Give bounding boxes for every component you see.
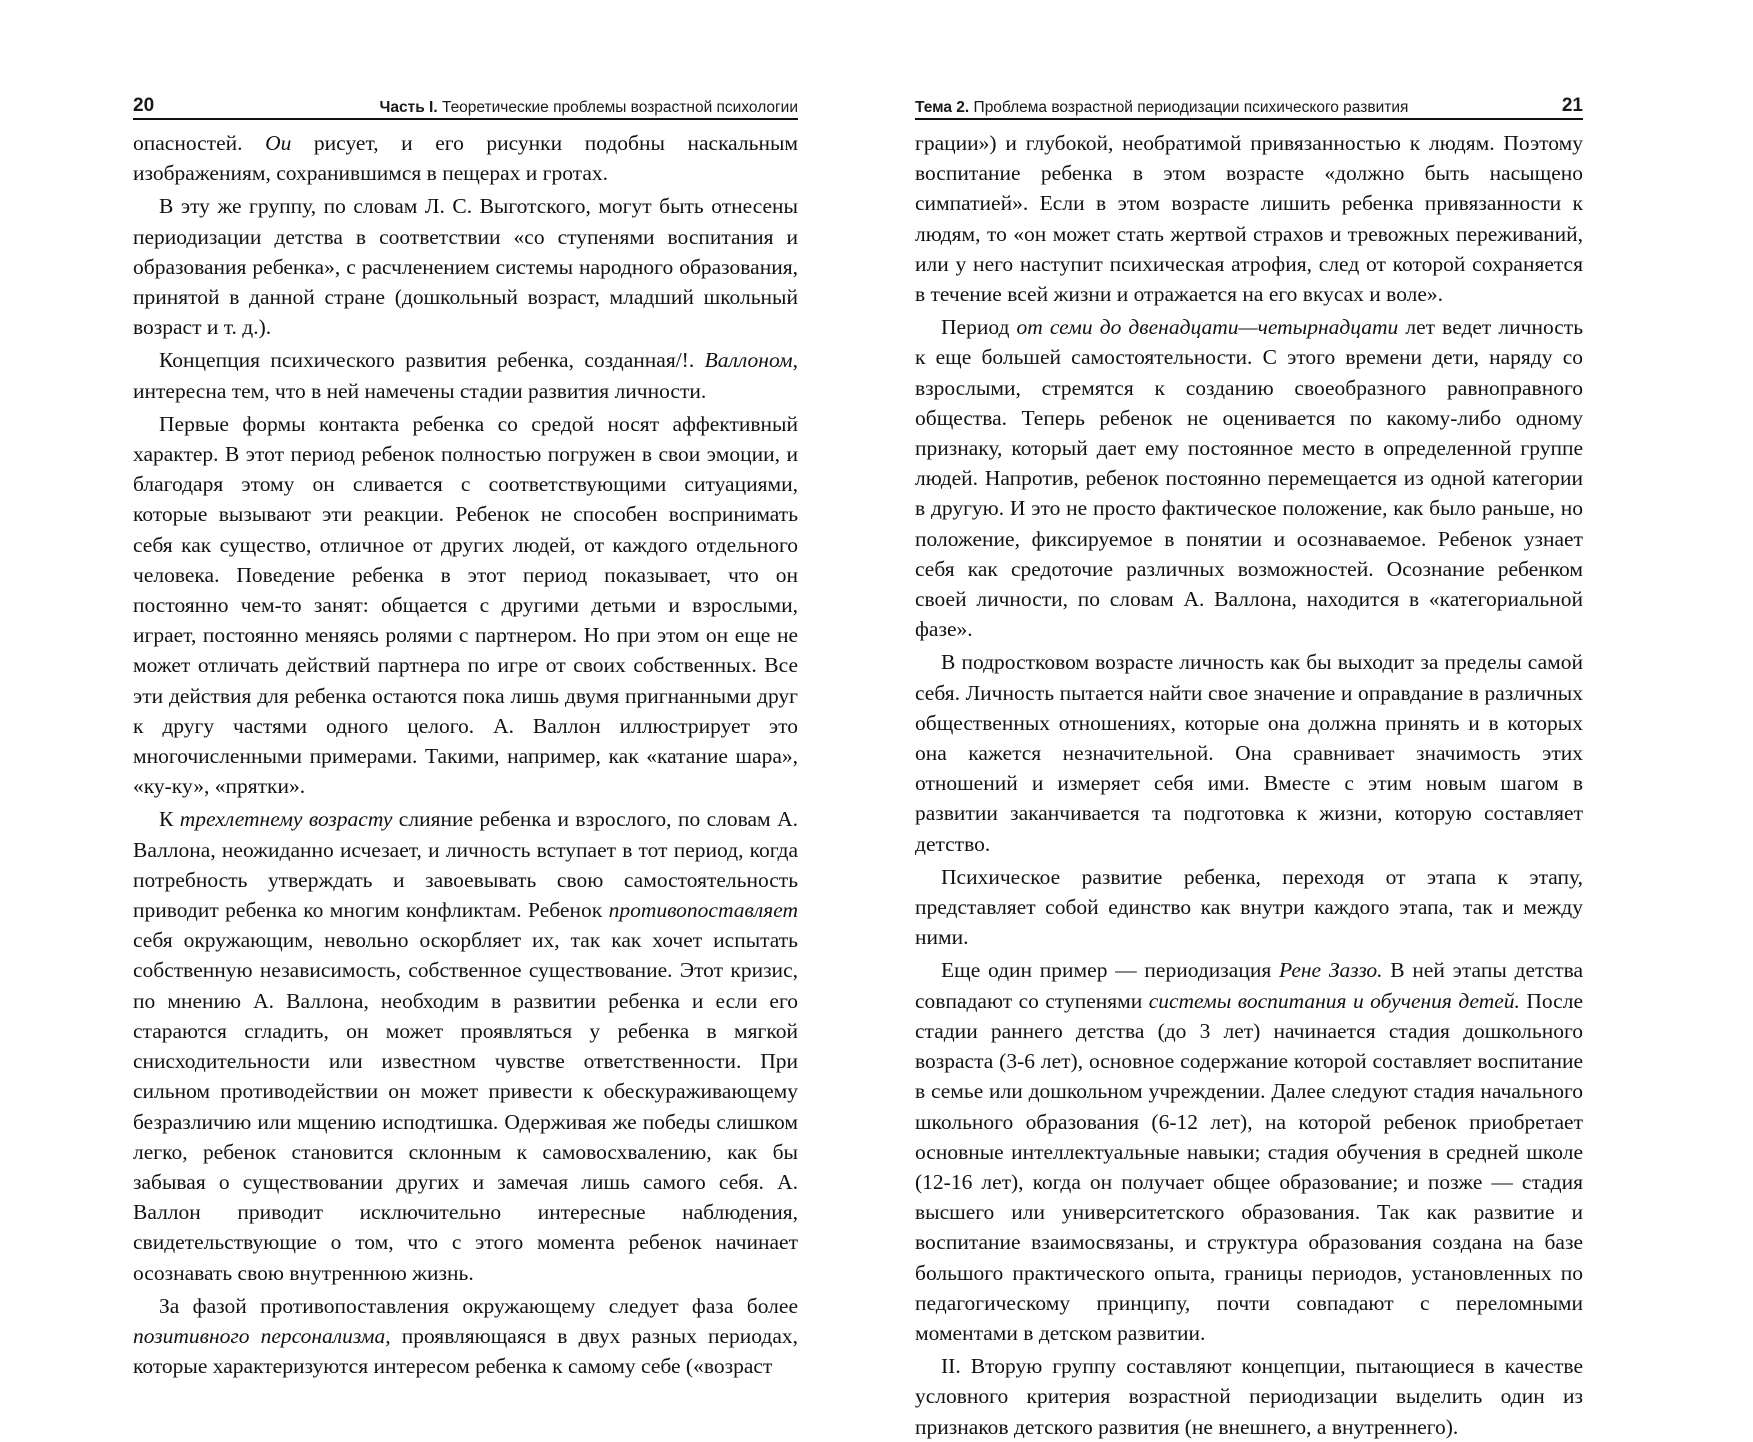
- running-head-title: [915, 99, 1408, 117]
- text-run: В эту же группу, по словам Л. С. Выготского, могут быть отнесены периодизации детства в соответствии «со ступенями воспитания и образования ребенка», с расчленением системы народного образования, принятой в данной стране (дошкольный возраст, младший школьный возраст и т. д.).: [133, 194, 798, 340]
- text-run: проявляющаяся в двух разных периодах, которые характеризуются интересом ребенка к самому себе («возраст: [133, 1323, 798, 1379]
- page-number: 20: [133, 95, 155, 116]
- paragraph: [133, 345, 798, 405]
- page-number: 21: [1561, 95, 1583, 116]
- paragraph: [915, 1351, 1583, 1442]
- running-head-title: [379, 99, 798, 117]
- paragraph: [915, 955, 1583, 1348]
- right-page: [915, 95, 1583, 1439]
- paragraph: [915, 128, 1583, 309]
- text-run: II. Вторую группу составляют концепции, пытающиеся в качестве условного критерия возрастной периодизации выделить один из признаков детского развития (не внешнего, а внутреннего).: [915, 1354, 1583, 1439]
- paragraph: [915, 312, 1583, 644]
- text-run: Еще один пример — периодизация: [941, 958, 1279, 983]
- running-head: [915, 95, 1583, 120]
- text-run: рисует, и его рисунки подобны наскальным изображениям, сохранившимся в пещерах и гротах.: [133, 131, 799, 186]
- page-body: [133, 128, 798, 1381]
- text-run: К: [159, 807, 180, 832]
- italic-text: системы воспитания и обучения детей.: [1148, 988, 1520, 1013]
- text-run: интересна тем, что в ней намечены стадии развития личности.: [133, 378, 707, 403]
- text-run: После стадии раннего детства (до 3 лет) начинается стадия дошкольного возраста (3-6 лет), основное содержание которой составляет воспитание в семье или дошкольном учреждении. Далее следуют стадия начального школьного образования (6-12 лет), на которой ребенок приобретает основные интеллектуальные навыки; стадия обучения в средней школе (12-16 лет), когда он получает общее образование; и позже — стадия высшего или университетского образования. Так как развитие и воспитание взаимосвязаны, и структура образования создана на базе большого практического опыта, границы периодов, установленных по педагогическому принципу, почти совпадают с переломными моментами в детском развитии.: [915, 988, 1583, 1345]
- text-run: За фазой противопоставления окружающему следует фаза более: [159, 1293, 798, 1318]
- paragraph: [133, 409, 798, 802]
- running-head-part: Часть I.: [379, 99, 438, 116]
- text-run: В ней этапы детства совпадают со ступенями: [915, 958, 1583, 1013]
- italic-text: Ои: [265, 131, 292, 155]
- page-body: [915, 128, 1583, 1442]
- text-run: лет ведет личность к еще большей самостоятельности. С этого времени дети, наряду со взрослыми, стремятся к созданию своеобразного равноправного общества. Теперь ребенок не оценивается по какому-либо одному признаку, который дает ему постоянное место в определенной группе людей. Напротив, ребенок постоянно перемещается из одной категории в другую. И это не просто фактическое положение, как было раньше, но положение, фиксируемое в понятии и осознаваемое. Ребенок узнает себя как средоточие различных возможностей. Осознание ребенком своей личности, по словам А. Валлона, находится в «категориальной фазе».: [915, 315, 1583, 642]
- running-head: [133, 95, 798, 120]
- text-run: себя окружающим, невольно оскорбляет их, так как хочет испытать собственную независимость, собственное существование. Этот кризис, по мнению А. Валлона, необходим в развитии ребенка и если его стараются сгладить, он может проявляться у ребенка в мягкой снисходительности или известном чувстве ответственности. При сильном противодействии он может привести к обескураживающему безразличию или мщению исподтишка. Одерживая же победы слишком легко, ребенок становится склонным к самовосхвалению, как бы забывая о существовании других и замечая лишь самого себя. А. Валлон приводит исключительно интересные наблюдения, свидетельствующие о том, что с этого момента ребенок начинает осознавать свою внутреннюю жизнь.: [133, 928, 798, 1285]
- running-head-text: Проблема возрастной периодизации психического развития: [973, 99, 1409, 116]
- text-run: грации») и глубокой, необратимой привязанностью к людям. Поэтому воспитание ребенка в этом возрасте «должно быть насыщено симпатией». Если в этом возрасте лишить ребенка привязанности к людям, то «он может стать жертвой страхов и тревожных переживаний, или у него наступит психическая атрофия, след от которой сохраняется в течение всей жизни и отражается на его вкусах и воле».: [915, 131, 1583, 307]
- running-head-text: Теоретические проблемы возрастной психологии: [441, 99, 798, 116]
- italic-text: от семи до двенадцати—четырнадцати: [1016, 315, 1399, 340]
- left-page: [133, 95, 799, 1379]
- italic-text: Валлоном,: [704, 348, 798, 373]
- text-run: слияние ребенка и взрослого, по словам А. Валлона, неожиданно исчезает, и личность вступает в тот период, когда потребность утверждать и завоевывать свою самостоятельность приводит ребенка ко многим конфликтам. Ребенок: [133, 807, 798, 923]
- italic-text: противопоставляет: [608, 898, 798, 923]
- paragraph: [915, 647, 1583, 858]
- paragraph: [133, 1291, 798, 1382]
- text-run: Психическое развитие ребенка, переходя от этапа к этапу, представляет собой единство как внутри каждого этапа, так и между ними.: [915, 864, 1583, 950]
- italic-text: позитивного персонализма,: [133, 1323, 391, 1348]
- italic-text: трехлетнему возрасту: [179, 807, 393, 832]
- text-run: Концепция психического развития ребенка, созданная/!.: [159, 348, 705, 373]
- text-run: В подростковом возрасте личность как бы выходит за пределы самой себя. Личность пытается найти свое значение и оправдание в различных общественных отношениях, которые она должна принять и в которых она кажется незначительной. Она сравнивает значимость этих отношений и измеряет себя ими. Вместе с этим новым шагом в развитии заканчивается та подготовка к жизни, которую составляет детство.: [915, 650, 1583, 856]
- text-run: Первые формы контакта ребенка со средой носят аффективный характер. В этот период ребенок полностью погружен в свои эмоции, и благодаря этому он сливается с соответствующими ситуациями, которые вызывают эти реакции. Ребенок не способен воспринимать себя как существо, отличное от других людей, от каждого отдельного человека. Поведение ребенка в этот период показывает, что он постоянно чем-то занят: общается с другими детьми и взрослыми, играет, постоянно меняясь ролями с партнером. Но при этом он еще не может отличать действий партнера по игре от своих собственных. Все эти действия для ребенка остаются пока лишь двумя пригнанными друг к другу частями одного целого. А. Валлон иллюстрирует это многочисленными примерами. Такими, например, как «катание шара», «ку-ку», «прятки».: [133, 411, 798, 799]
- paragraph: [915, 862, 1583, 953]
- italic-text: Рене Заззо.: [1278, 958, 1383, 983]
- text-run: опасностей.: [133, 131, 266, 155]
- paragraph: [133, 191, 798, 342]
- paragraph: [133, 804, 798, 1287]
- paragraph: [133, 128, 798, 188]
- running-head-part: Тема 2.: [915, 99, 970, 116]
- text-run: Период: [941, 315, 1017, 340]
